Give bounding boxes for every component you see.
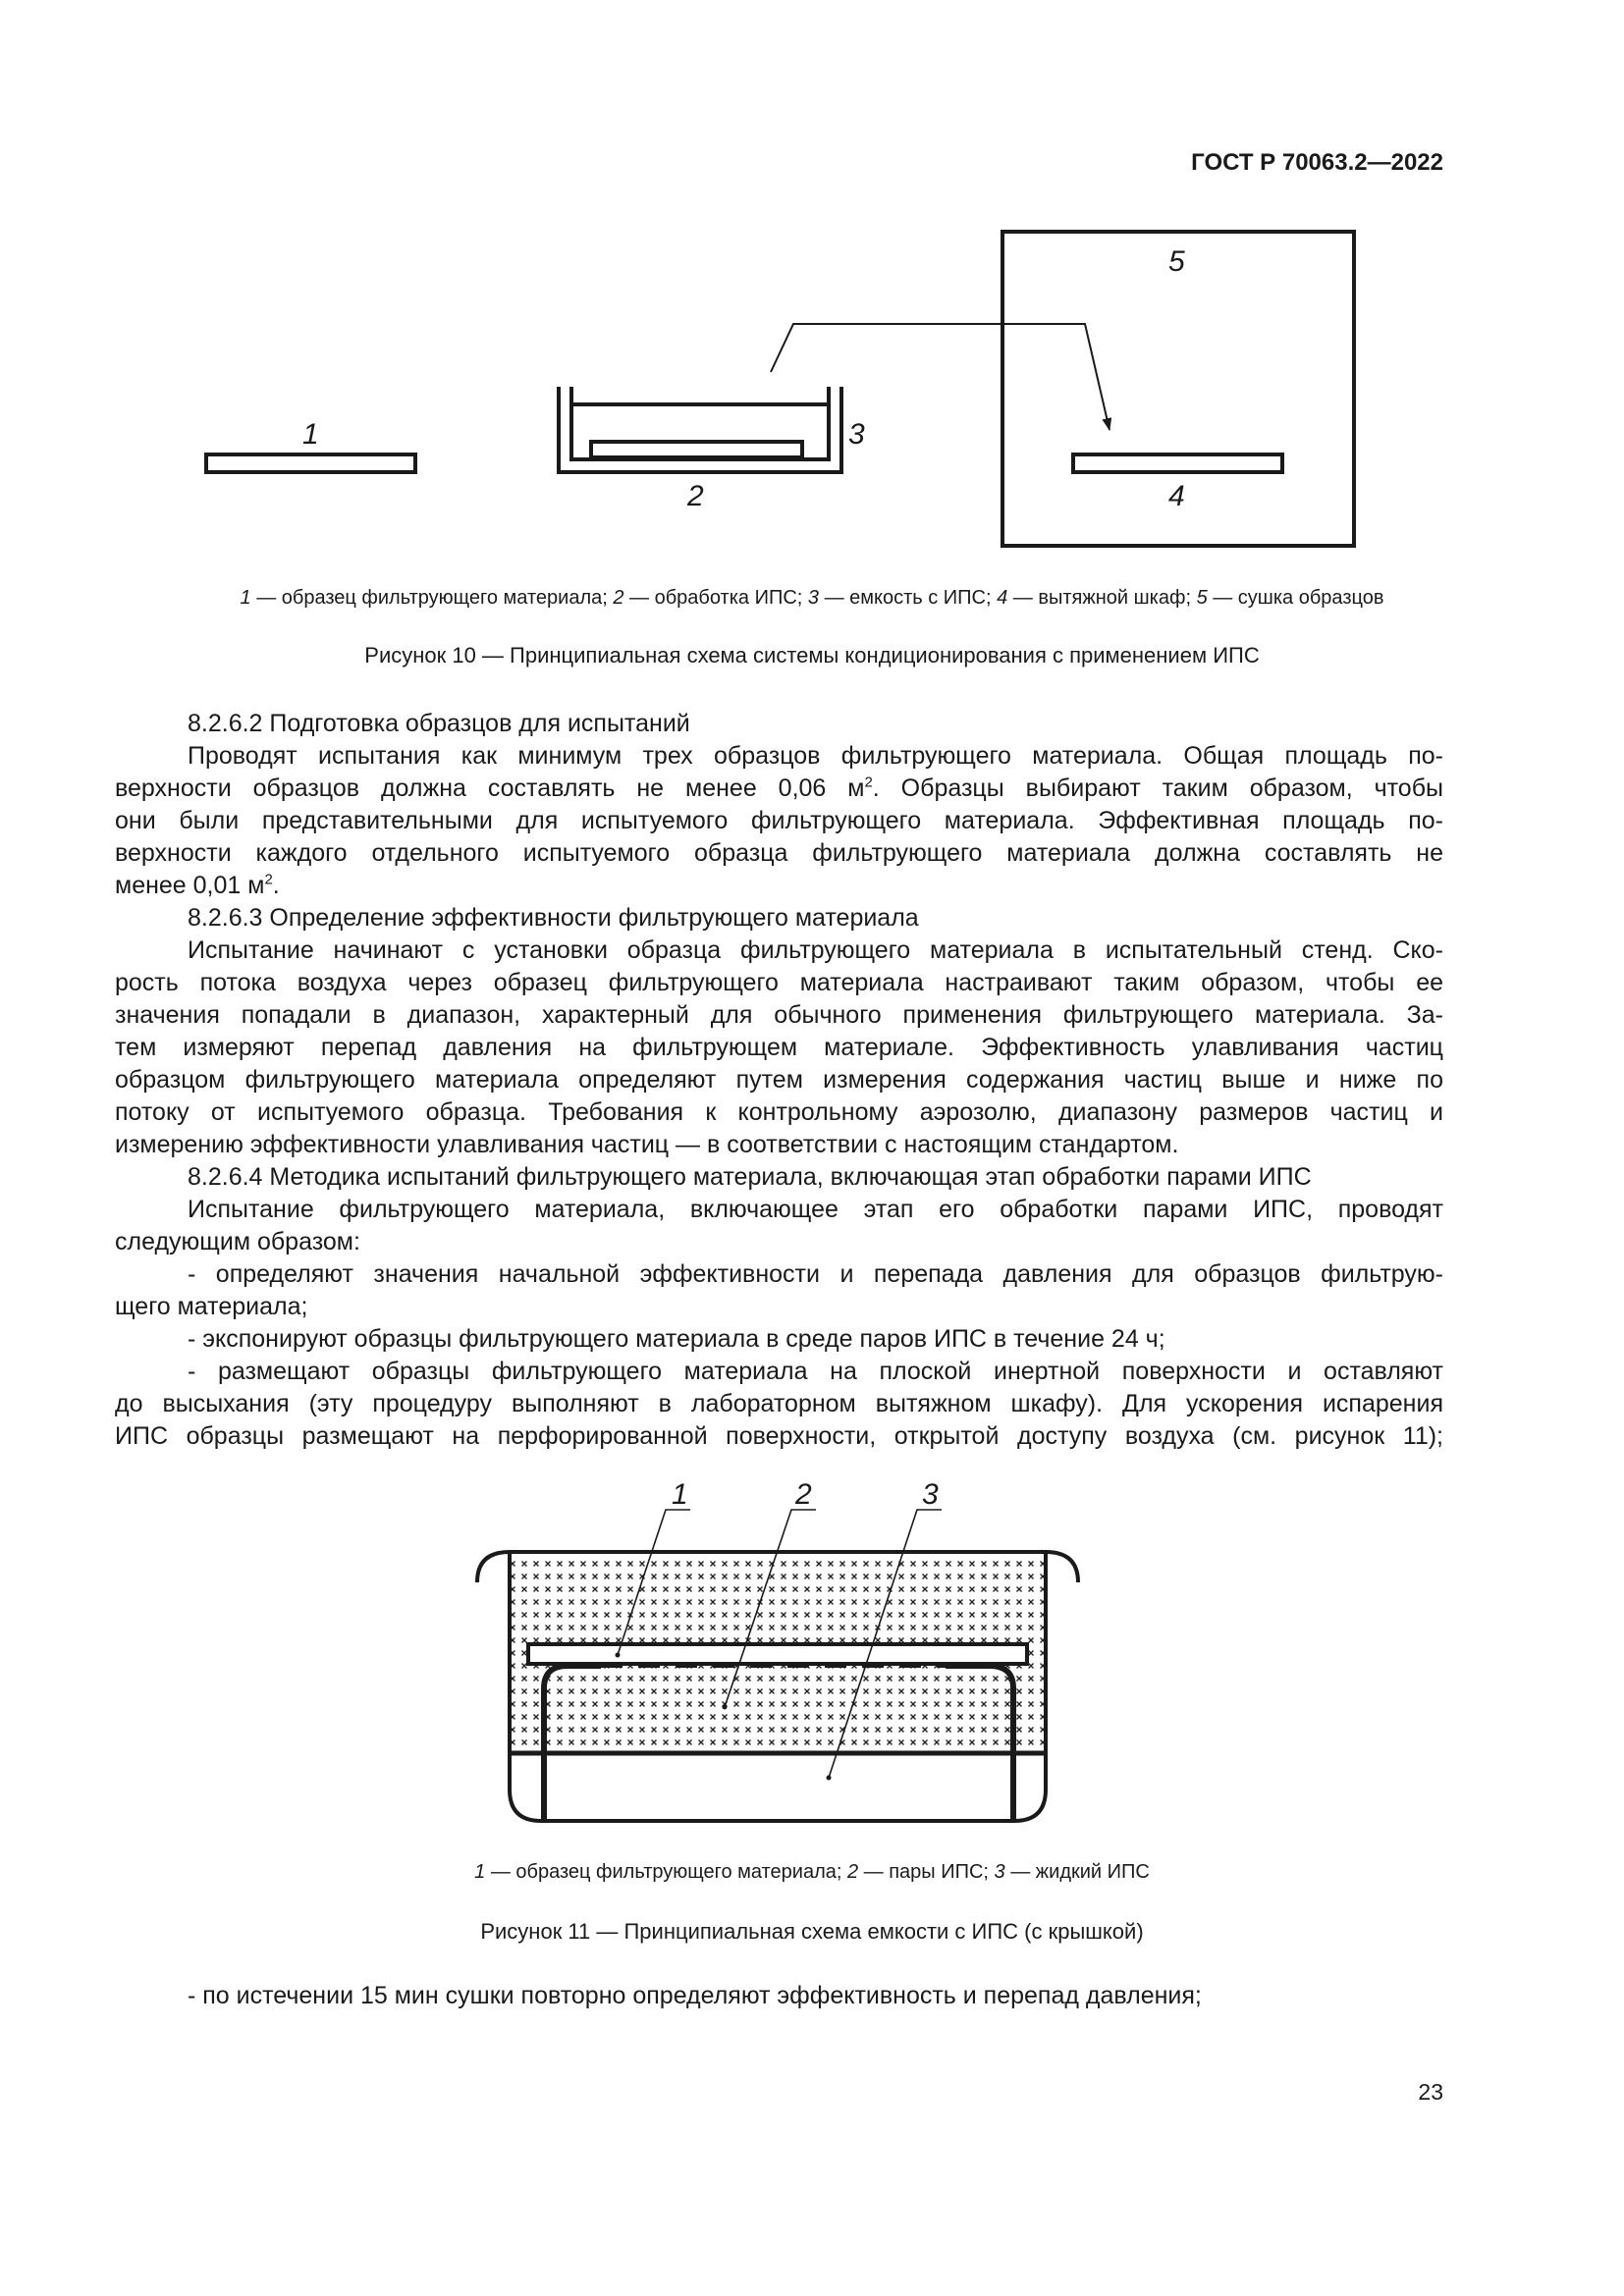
list-item: - размещают образцы фильтрующего материала на плоской инертной поверхности и оставляют [188, 1358, 1443, 1385]
legend-num: 3 [994, 1861, 1005, 1883]
filter-sample-4 [1073, 454, 1282, 472]
text-line: Испытание фильтрующего материала, включающее этап его обработки парами ИПС, проводят [188, 1196, 1443, 1223]
text-line: потоку от испытуемого образца. Требования к контрольному аэрозолю, диапазону размеров частиц и [115, 1098, 1443, 1126]
text-line: значения попадали в диапазон, характерный для обычного применения фильтрующего материала. За- [115, 1001, 1443, 1029]
fig10-label-1: 1 [302, 418, 319, 451]
legend-text: — образец фильтрующего материала; [485, 1861, 847, 1883]
legend-text: — пары ИПС; [858, 1861, 995, 1883]
transfer-arrow [771, 324, 1110, 430]
fig10-label-3: 3 [848, 418, 865, 451]
legend-text: — обработка ИПС; [623, 587, 808, 609]
legend-num: 2 [846, 1861, 859, 1883]
page-number: 23 [1418, 2079, 1443, 2105]
text-line: измерению эффективности улавливания частиц — в соответствии с настоящим стандартом. [115, 1131, 1179, 1158]
legend-num: 3 [807, 587, 820, 609]
list-item: - определяют значения начальной эффективности и перепада давления для образцов фильтрую- [188, 1260, 1443, 1288]
figure-10-caption: Рисунок 10 — Принципиальная схема системы кондиционирования с применением ИПС [364, 643, 1260, 667]
text-line: следующим образом: [115, 1228, 360, 1255]
text-part: . [272, 872, 280, 899]
figure-11-caption: Рисунок 11 — Принципиальная схема емкости с ИПС (с крышкой) [480, 1919, 1144, 1944]
superscript: 2 [864, 774, 873, 791]
fig11-label-3: 3 [922, 1478, 939, 1511]
section-heading: 8.2.6.4 Методика испытаний фильтрующего материала, включающая этап обработки парами ИПС [188, 1163, 1312, 1191]
fig11-label-2: 2 [795, 1478, 812, 1511]
text-line: до высыхания (эту процедуру выполняют в лабораторном вытяжном шкафу). Для ускорения испарения [115, 1390, 1443, 1417]
superscript: 2 [264, 871, 273, 888]
text-line: тем измеряют перепад давления на фильтрующем материале. Эффективность улавливания частиц [115, 1034, 1443, 1061]
section-heading: 8.2.6.3 Определение эффективности фильтрующего материала [188, 904, 919, 932]
text-line: ИПС образцы размещают на перфорированной поверхности, открытой доступу воздуха (см. рисунок 11); [115, 1422, 1443, 1450]
text-line: Проводят испытания как минимум трех образцов фильтрующего материала. Общая площадь по- [188, 742, 1443, 770]
text-line: рость потока воздуха через образец фильтрующего материала настраивают таким образом, чтобы ее [115, 969, 1443, 996]
body-text [115, 708, 1443, 1453]
fig11-label-1: 1 [672, 1478, 688, 1511]
legend-num: 4 [997, 587, 1008, 609]
text-line [115, 870, 1443, 902]
text-line [115, 773, 1443, 805]
legend-text: — емкость с ИПС; [819, 587, 998, 609]
list-item: - по истечении 15 мин сушки повторно определяют эффективность и перепад давления; [188, 1982, 1202, 2009]
text-line: Испытание начинают с установки образца фильтрующего материала в испытательный стенд. Ско- [188, 936, 1443, 964]
section-heading: 8.2.6.2 Подготовка образцов для испытаний [188, 710, 690, 737]
text-part: . Образцы выбирают таким образом, чтобы [872, 774, 1443, 802]
legend-text: — вытяжной шкаф; [1007, 587, 1197, 609]
document-number: ГОСТ Р 70063.2—2022 [1191, 149, 1443, 176]
figure-11-diagram [477, 1510, 1078, 1821]
legend-num: 5 [1196, 587, 1208, 609]
legend-text: — жидкий ИПС [1004, 1861, 1150, 1883]
legend-num: 1 [474, 1861, 486, 1883]
legend-num: 1 [240, 587, 251, 609]
fig10-label-4: 4 [1168, 480, 1185, 512]
text-line: образцом фильтрующего материала определяют путем измерения содержания частиц выше и ниже по [115, 1066, 1443, 1094]
filter-sample [528, 1644, 1027, 1664]
text-part: менее 0,01 м [115, 872, 265, 899]
figure-10-legend [0, 587, 1624, 610]
filter-sample-2 [591, 442, 802, 457]
legend-num: 2 [613, 587, 624, 609]
legend-text: — образец фильтрующего материала; [250, 587, 614, 609]
text-line: щего материала; [115, 1293, 308, 1320]
liquid-ipa-area [510, 1754, 1046, 1819]
fig10-label-5: 5 [1168, 245, 1185, 278]
fig10-label-2: 2 [687, 480, 704, 512]
figure-11-legend [0, 1861, 1624, 1884]
legend-text: — сушка образцов [1207, 587, 1384, 609]
text-line: они были представительными для испытуемого фильтрующего материала. Эффективная площадь по- [115, 807, 1443, 834]
list-item: - экспонируют образцы фильтрующего материала в среде паров ИПС в течение 24 ч; [188, 1325, 1165, 1353]
text-line: верхности каждого отдельного испытуемого образца фильтрующего материала должна составлять не [115, 839, 1443, 867]
text-part: верхности образцов должна составлять не менее 0,06 м [115, 774, 865, 802]
filter-sample-1 [206, 454, 415, 472]
